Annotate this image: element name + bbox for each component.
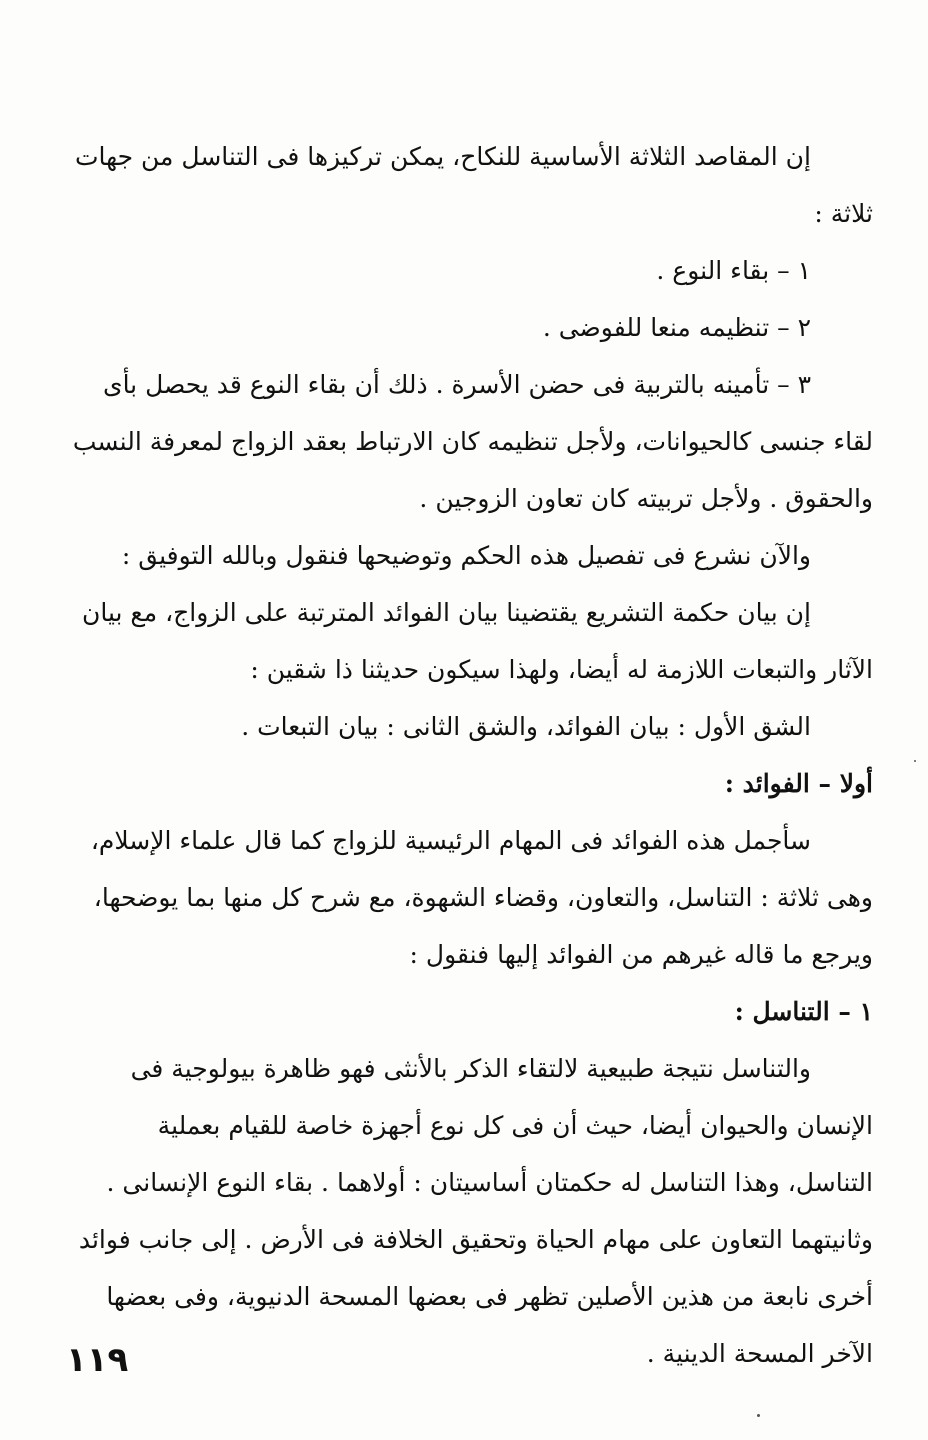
body-text: [58, 128, 873, 1382]
text-line: وهى ثلاثة : التناسل، والتعاون، وقضاء الشهوة، مع شرح كل منها بما يوضحها،: [93, 883, 873, 912]
text-line: لقاء جنسى كالحيوانات، ولأجل تنظيمه كان الارتباط بعقد الزواج لمعرفة النسب: [72, 427, 873, 456]
list-item: ٣ – تأمينه بالتربية فى حضن الأسرة . ذلك أن بقاء النوع قد يحصل بأى: [103, 370, 811, 399]
text-line: ويرجع ما قاله غيرهم من الفوائد إليها فنقول :: [409, 940, 873, 969]
text-line: الآخر المسحة الدينية .: [646, 1339, 873, 1368]
subsection-heading: ١ – التناسل :: [734, 997, 873, 1026]
text-line: سأجمل هذه الفوائد فى المهام الرئيسية للزواج كما قال علماء الإسلام،: [90, 826, 811, 855]
list-item: ٢ – تنظيمه منعا للفوضى .: [542, 313, 811, 342]
list-item: ١ – بقاء النوع .: [656, 256, 811, 285]
text-line: ثلاثة :: [814, 199, 873, 228]
page-number: ١١٩: [66, 1340, 129, 1380]
text-line: الشق الأول : بيان الفوائد، والشق الثانى : بيان التبعات .: [241, 712, 811, 741]
scan-speck: [914, 760, 916, 762]
text-line: التناسل، وهذا التناسل له حكمتان أساسيتان : أولاهما . بقاء النوع الإنسانى .: [106, 1168, 873, 1197]
section-heading: أولا – الفوائد :: [724, 769, 873, 798]
text-line: أخرى نابعة من هذين الأصلين تظهر فى بعضها المسحة الدنيوية، وفى بعضها: [106, 1282, 873, 1311]
scan-speck: [757, 1414, 760, 1417]
text-line: وثانيتهما التعاون على مهام الحياة وتحقيق الخلافة فى الأرض . إلى جانب فوائد: [78, 1225, 873, 1254]
text-line: الآثار والتبعات اللازمة له أيضا، ولهذا سيكون حديثنا ذا شقين :: [250, 655, 873, 684]
text-line: والحقوق . ولأجل تربيته كان تعاون الزوجين .: [419, 484, 873, 513]
text-line: إن المقاصد الثلاثة الأساسية للنكاح، يمكن تركيزها فى التناسل من جهات: [74, 142, 811, 171]
text-line: إن بيان حكمة التشريع يقتضينا بيان الفوائد المترتبة على الزواج، مع بيان: [82, 598, 811, 627]
text-line: الإنسان والحيوان أيضا، حيث أن فى كل نوع أجهزة خاصة للقيام بعملية: [157, 1111, 873, 1140]
text-line: والتناسل نتيجة طبيعية لالتقاء الذكر بالأنثى فهو ظاهرة بيولوجية فى: [130, 1054, 811, 1083]
text-line: والآن نشرع فى تفصيل هذه الحكم وتوضيحها فنقول وبالله التوفيق :: [121, 541, 811, 570]
